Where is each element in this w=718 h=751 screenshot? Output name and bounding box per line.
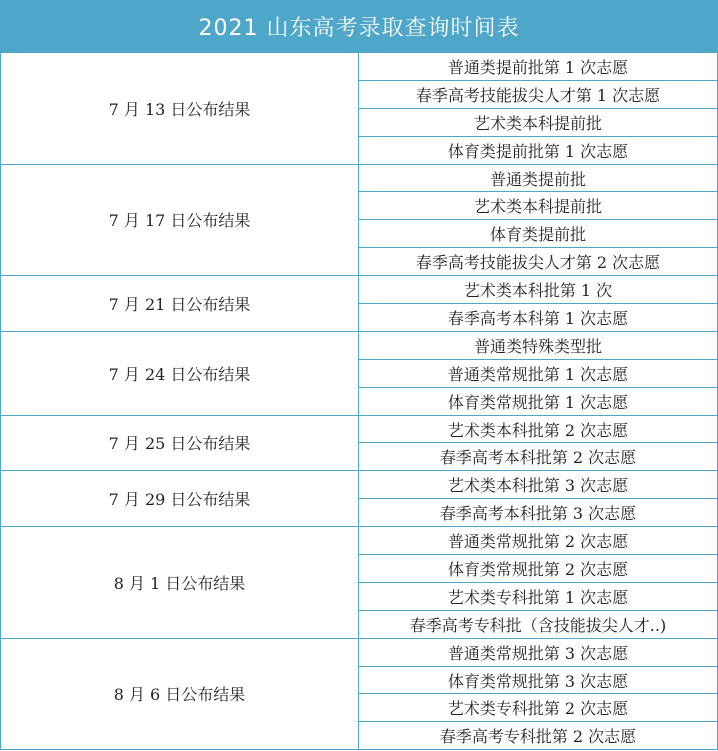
admission-batch-label: 普通类提前批 — [489, 169, 586, 189]
admission-batch-label: 体育类常规批第 1 次志愿 — [447, 392, 629, 412]
admission-batch-cell — [359, 555, 718, 583]
admission-batch-label: 艺术类专科批第 1 次志愿 — [447, 587, 629, 607]
admission-batch-label: 艺术类专科批第 2 次志愿 — [447, 699, 629, 719]
admission-batch-cell — [359, 304, 718, 332]
admission-batch-cell — [359, 248, 718, 276]
admission-batch-label: 体育类提前批第 1 次志愿 — [447, 141, 629, 161]
admission-batch-label: 普通类提前批第 1 次志愿 — [447, 57, 629, 77]
admission-batch-label: 普通类常规批第 1 次志愿 — [447, 364, 629, 384]
admission-batch-cell — [359, 722, 718, 750]
release-date-cell: 7 月 13 日公布结果 — [1, 53, 359, 165]
admission-batch-label: 春季高考技能拔尖人才第 1 次志愿 — [415, 85, 661, 105]
admission-batch-label: 艺术类本科批第 2 次志愿 — [447, 420, 629, 440]
admission-batch-cell — [359, 387, 718, 415]
admission-batch-cell — [359, 666, 718, 694]
admission-batch-cell — [359, 80, 718, 108]
admission-batch-label: 普通类特殊类型批 — [473, 336, 602, 356]
admission-batch-cell — [359, 276, 718, 304]
table-row — [1, 638, 718, 666]
admission-batch-label: 体育类常规批第 3 次志愿 — [447, 671, 629, 691]
admission-batch-cell — [359, 192, 718, 220]
release-date-cell: 7 月 29 日公布结果 — [1, 471, 359, 527]
admission-batch-cell — [359, 638, 718, 666]
admission-batch-cell — [359, 499, 718, 527]
admission-batch-label: 春季高考专科批（含技能拔尖人才..) — [409, 615, 667, 635]
release-date-cell: 8 月 1 日公布结果 — [1, 527, 359, 639]
release-date-cell: 7 月 17 日公布结果 — [1, 164, 359, 276]
admission-batch-label: 艺术类本科批第 3 次志愿 — [447, 476, 629, 496]
admission-batch-cell — [359, 471, 718, 499]
admission-batch-label: 普通类常规批第 2 次志愿 — [447, 532, 629, 552]
table-title: 2021 山东高考录取查询时间表 — [0, 0, 718, 52]
admission-batch-cell — [359, 136, 718, 164]
admission-batch-label: 春季高考技能拔尖人才第 2 次志愿 — [415, 253, 661, 273]
admission-batch-label: 艺术类本科提前批 — [473, 113, 602, 133]
admission-batch-label: 春季高考专科批第 2 次志愿 — [439, 727, 637, 747]
schedule-body — [1, 53, 718, 750]
admission-batch-cell — [359, 694, 718, 722]
table-row — [1, 527, 718, 555]
admission-batch-cell — [359, 108, 718, 136]
admission-batch-cell — [359, 415, 718, 443]
admission-batch-label: 体育类常规批第 2 次志愿 — [447, 559, 629, 579]
admission-batch-label: 春季高考本科批第 3 次志愿 — [439, 504, 637, 524]
schedule-table — [0, 52, 718, 750]
table-row — [1, 276, 718, 304]
table-row — [1, 471, 718, 499]
admission-batch-cell — [359, 582, 718, 610]
admission-batch-cell — [359, 53, 718, 81]
admission-batch-label: 春季高考本科批第 2 次志愿 — [439, 448, 637, 468]
table-row — [1, 53, 718, 81]
admission-batch-cell — [359, 331, 718, 359]
admission-batch-cell — [359, 220, 718, 248]
admission-batch-cell — [359, 164, 718, 192]
table-row — [1, 415, 718, 443]
table-row — [1, 164, 718, 192]
release-date-cell: 7 月 21 日公布结果 — [1, 276, 359, 332]
admission-batch-label: 春季高考本科第 1 次志愿 — [447, 308, 629, 328]
release-date-cell: 8 月 6 日公布结果 — [1, 638, 359, 750]
admission-batch-cell — [359, 610, 718, 638]
admission-batch-cell — [359, 527, 718, 555]
admission-batch-label: 艺术类本科批第 1 次 — [463, 281, 613, 301]
admission-batch-cell — [359, 443, 718, 471]
release-date-cell: 7 月 24 日公布结果 — [1, 331, 359, 415]
admission-batch-cell — [359, 359, 718, 387]
admission-batch-label: 体育类提前批 — [489, 225, 586, 245]
admission-batch-label: 艺术类本科提前批 — [473, 197, 602, 217]
table-row — [1, 331, 718, 359]
release-date-cell: 7 月 25 日公布结果 — [1, 415, 359, 471]
admission-batch-label: 普通类常规批第 3 次志愿 — [447, 643, 629, 663]
